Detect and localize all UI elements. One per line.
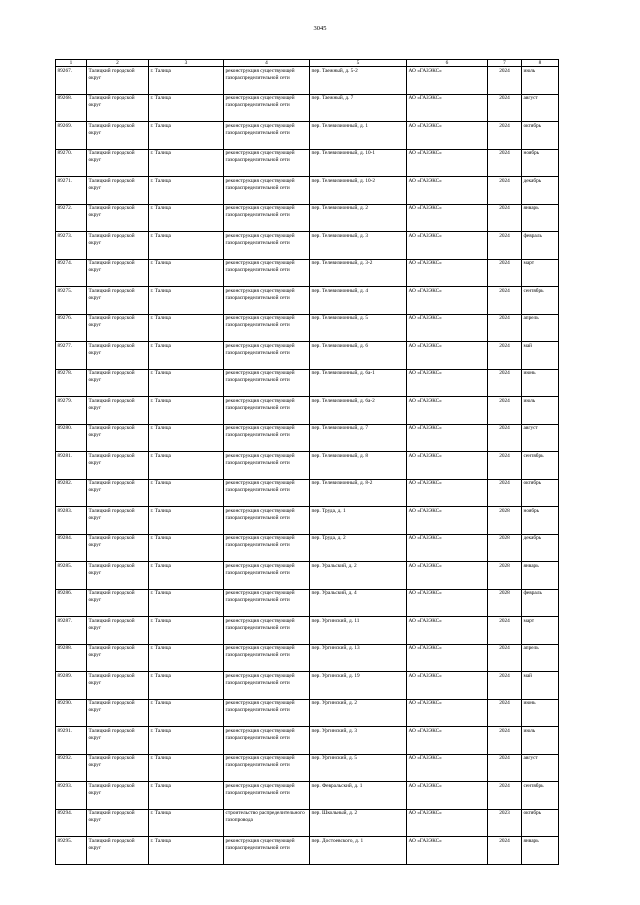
organization-cell: АО «ГАЗЭКС»	[407, 122, 488, 150]
organization-cell: АО «ГАЗЭКС»	[407, 837, 488, 865]
district-cell: Талицкий городской округ	[87, 507, 149, 535]
row-number-cell: 89275.	[56, 287, 87, 315]
month-cell: май	[522, 342, 559, 370]
address-cell: пер. Ургинский, д. 11	[310, 617, 407, 645]
row-number-cell: 89290.	[56, 699, 87, 727]
work-type-cell: реконструкция существующей газораспределительной сети	[224, 259, 310, 287]
organization-cell: АО «ГАЗЭКС»	[407, 452, 488, 480]
district-cell: Талицкий городской округ	[87, 369, 149, 397]
month-cell: июнь	[522, 699, 559, 727]
locality-cell: г. Талица	[149, 507, 224, 535]
month-cell: январь	[522, 562, 559, 590]
work-type-cell: реконструкция существующей газораспределительной сети	[224, 397, 310, 425]
address-cell: пер. Достоевского, д. 1	[310, 837, 407, 865]
organization-cell: АО «ГАЗЭКС»	[407, 644, 488, 672]
district-cell: Талицкий городской округ	[87, 837, 149, 865]
district-cell: Талицкий городской округ	[87, 424, 149, 452]
locality-cell: г. Талица	[149, 534, 224, 562]
month-cell: февраль	[522, 589, 559, 617]
organization-cell: АО «ГАЗЭКС»	[407, 589, 488, 617]
year-cell: 2024	[488, 672, 522, 700]
row-number-cell: 89272.	[56, 204, 87, 232]
year-cell: 2024	[488, 479, 522, 507]
year-cell: 2024	[488, 177, 522, 205]
address-cell: пер. Уральский, д. 2	[310, 562, 407, 590]
table-row	[56, 782, 559, 810]
month-cell: март	[522, 259, 559, 287]
row-number-cell: 89289.	[56, 672, 87, 700]
district-cell: Талицкий городской округ	[87, 397, 149, 425]
table-body	[56, 60, 559, 865]
table-row	[56, 314, 559, 342]
month-cell: июнь	[522, 369, 559, 397]
row-number-cell: 89287.	[56, 617, 87, 645]
table-row	[56, 589, 559, 617]
column-number: 2	[87, 60, 149, 67]
organization-cell: АО «ГАЗЭКС»	[407, 67, 488, 95]
year-cell: 2024	[488, 122, 522, 150]
year-cell: 2028	[488, 534, 522, 562]
table-row	[56, 534, 559, 562]
district-cell: Талицкий городской округ	[87, 644, 149, 672]
address-cell: пер. Ургинский, д. 19	[310, 672, 407, 700]
row-number-cell: 89273.	[56, 232, 87, 260]
locality-cell: г. Талица	[149, 589, 224, 617]
locality-cell: г. Талица	[149, 259, 224, 287]
row-number-cell: 89292.	[56, 754, 87, 782]
district-cell: Талицкий городской округ	[87, 617, 149, 645]
column-number-row	[56, 60, 559, 67]
work-type-cell: реконструкция существующей газораспределительной сети	[224, 727, 310, 755]
column-number: 8	[522, 60, 559, 67]
column-number: 6	[407, 60, 488, 67]
row-number-cell: 89284.	[56, 534, 87, 562]
district-cell: Талицкий городской округ	[87, 67, 149, 95]
locality-cell: г. Талица	[149, 754, 224, 782]
table-row	[56, 479, 559, 507]
district-cell: Талицкий городской округ	[87, 754, 149, 782]
district-cell: Талицкий городской округ	[87, 177, 149, 205]
locality-cell: г. Талица	[149, 699, 224, 727]
organization-cell: АО «ГАЗЭКС»	[407, 342, 488, 370]
work-type-cell: строительство распределительного газопровода	[224, 809, 310, 837]
row-number-cell: 89271.	[56, 177, 87, 205]
work-type-cell: реконструкция существующей газораспределительной сети	[224, 122, 310, 150]
locality-cell: г. Талица	[149, 397, 224, 425]
year-cell: 2024	[488, 149, 522, 177]
organization-cell: АО «ГАЗЭКС»	[407, 699, 488, 727]
address-cell: пер. Телевизионный, д. 10-2	[310, 177, 407, 205]
district-cell: Талицкий городской округ	[87, 259, 149, 287]
table-row	[56, 342, 559, 370]
year-cell: 2028	[488, 507, 522, 535]
address-cell: пер. Школьный, д. 2	[310, 809, 407, 837]
work-type-cell: реконструкция существующей газораспределительной сети	[224, 314, 310, 342]
work-type-cell: реконструкция существующей газораспределительной сети	[224, 617, 310, 645]
address-cell: пер. Телевизионный, д. 7	[310, 424, 407, 452]
district-cell: Талицкий городской округ	[87, 562, 149, 590]
row-number-cell: 89294.	[56, 809, 87, 837]
row-number-cell: 89278.	[56, 369, 87, 397]
organization-cell: АО «ГАЗЭКС»	[407, 94, 488, 122]
organization-cell: АО «ГАЗЭКС»	[407, 369, 488, 397]
row-number-cell: 89274.	[56, 259, 87, 287]
locality-cell: г. Талица	[149, 479, 224, 507]
year-cell: 2024	[488, 727, 522, 755]
organization-cell: АО «ГАЗЭКС»	[407, 177, 488, 205]
district-cell: Талицкий городской округ	[87, 672, 149, 700]
year-cell: 2024	[488, 287, 522, 315]
district-cell: Талицкий городской округ	[87, 232, 149, 260]
organization-cell: АО «ГАЗЭКС»	[407, 727, 488, 755]
page-number: 3045	[313, 25, 327, 32]
work-type-cell: реконструкция существующей газораспределительной сети	[224, 94, 310, 122]
locality-cell: г. Талица	[149, 314, 224, 342]
year-cell: 2024	[488, 424, 522, 452]
year-cell: 2028	[488, 562, 522, 590]
year-cell: 2024	[488, 754, 522, 782]
year-cell: 2024	[488, 617, 522, 645]
district-cell: Талицкий городской округ	[87, 149, 149, 177]
organization-cell: АО «ГАЗЭКС»	[407, 534, 488, 562]
work-type-cell: реконструкция существующей газораспределительной сети	[224, 672, 310, 700]
organization-cell: АО «ГАЗЭКС»	[407, 479, 488, 507]
row-number-cell: 89281.	[56, 452, 87, 480]
address-cell: пер. Таежный, д. 7	[310, 94, 407, 122]
district-cell: Талицкий городской округ	[87, 727, 149, 755]
work-type-cell: реконструкция существующей газораспределительной сети	[224, 562, 310, 590]
work-type-cell: реконструкция существующей газораспределительной сети	[224, 589, 310, 617]
work-type-cell: реконструкция существующей газораспределительной сети	[224, 369, 310, 397]
month-cell: апрель	[522, 314, 559, 342]
locality-cell: г. Талица	[149, 424, 224, 452]
year-cell: 2024	[488, 782, 522, 810]
district-cell: Талицкий городской округ	[87, 314, 149, 342]
year-cell: 2024	[488, 397, 522, 425]
column-number: 5	[310, 60, 407, 67]
locality-cell: г. Талица	[149, 672, 224, 700]
address-cell: пер. Ургинский, д. 2	[310, 699, 407, 727]
row-number-cell: 89277.	[56, 342, 87, 370]
organization-cell: АО «ГАЗЭКС»	[407, 314, 488, 342]
address-cell: пер. Телевизионный, д. 8	[310, 452, 407, 480]
work-type-cell: реконструкция существующей газораспределительной сети	[224, 204, 310, 232]
organization-cell: АО «ГАЗЭКС»	[407, 754, 488, 782]
month-cell: июль	[522, 67, 559, 95]
work-type-cell: реконструкция существующей газораспределительной сети	[224, 149, 310, 177]
district-cell: Талицкий городской округ	[87, 94, 149, 122]
table-row	[56, 809, 559, 837]
address-cell: пер. Труда, д. 2	[310, 534, 407, 562]
work-type-cell: реконструкция существующей газораспределительной сети	[224, 67, 310, 95]
table-row	[56, 727, 559, 755]
year-cell: 2024	[488, 94, 522, 122]
row-number-cell: 89295.	[56, 837, 87, 865]
address-cell: пер. Телевизионный, д. 8-2	[310, 479, 407, 507]
month-cell: июль	[522, 397, 559, 425]
work-type-cell: реконструкция существующей газораспределительной сети	[224, 534, 310, 562]
table-row	[56, 424, 559, 452]
table-row	[56, 507, 559, 535]
address-cell: пер. Февральский, д. 1	[310, 782, 407, 810]
month-cell: август	[522, 424, 559, 452]
district-cell: Талицкий городской округ	[87, 204, 149, 232]
year-cell: 2024	[488, 232, 522, 260]
work-type-cell: реконструкция существующей газораспределительной сети	[224, 452, 310, 480]
year-cell: 2024	[488, 67, 522, 95]
row-number-cell: 89280.	[56, 424, 87, 452]
month-cell: сентябрь	[522, 287, 559, 315]
work-type-cell: реконструкция существующей газораспределительной сети	[224, 287, 310, 315]
district-cell: Талицкий городской округ	[87, 122, 149, 150]
table-row	[56, 617, 559, 645]
table-row	[56, 369, 559, 397]
year-cell: 2024	[488, 644, 522, 672]
organization-cell: АО «ГАЗЭКС»	[407, 562, 488, 590]
table-row	[56, 94, 559, 122]
address-cell: пер. Ургинский, д. 3	[310, 727, 407, 755]
address-cell: пер. Телевизионный, д. 6	[310, 342, 407, 370]
locality-cell: г. Талица	[149, 204, 224, 232]
table-row	[56, 754, 559, 782]
locality-cell: г. Талица	[149, 342, 224, 370]
locality-cell: г. Талица	[149, 727, 224, 755]
address-cell: пер. Телевизионный, д. 1	[310, 122, 407, 150]
month-cell: февраль	[522, 232, 559, 260]
table-row	[56, 644, 559, 672]
row-number-cell: 89276.	[56, 314, 87, 342]
address-cell: пер. Телевизионный, д. 6а-2	[310, 397, 407, 425]
month-cell: октябрь	[522, 122, 559, 150]
address-cell: пер. Ургинский, д. 5	[310, 754, 407, 782]
row-number-cell: 89282.	[56, 479, 87, 507]
address-cell: пер. Телевизионный, д. 10-1	[310, 149, 407, 177]
column-number: 7	[488, 60, 522, 67]
locality-cell: г. Талица	[149, 369, 224, 397]
district-cell: Талицкий городской округ	[87, 342, 149, 370]
organization-cell: АО «ГАЗЭКС»	[407, 397, 488, 425]
work-type-cell: реконструкция существующей газораспределительной сети	[224, 754, 310, 782]
address-cell: пер. Телевизионный, д. 6а-1	[310, 369, 407, 397]
locality-cell: г. Талица	[149, 452, 224, 480]
locality-cell: г. Талица	[149, 782, 224, 810]
table-row	[56, 397, 559, 425]
work-type-cell: реконструкция существующей газораспределительной сети	[224, 699, 310, 727]
month-cell: январь	[522, 204, 559, 232]
month-cell: январь	[522, 837, 559, 865]
table-row	[56, 67, 559, 95]
year-cell: 2024	[488, 259, 522, 287]
work-type-cell: реконструкция существующей газораспределительной сети	[224, 479, 310, 507]
month-cell: март	[522, 617, 559, 645]
month-cell: июль	[522, 727, 559, 755]
locality-cell: г. Талица	[149, 149, 224, 177]
organization-cell: АО «ГАЗЭКС»	[407, 507, 488, 535]
work-type-cell: реконструкция существующей газораспределительной сети	[224, 177, 310, 205]
district-cell: Талицкий городской округ	[87, 589, 149, 617]
address-cell: пер. Телевизионный, д. 4	[310, 287, 407, 315]
organization-cell: АО «ГАЗЭКС»	[407, 149, 488, 177]
work-type-cell: реконструкция существующей газораспределительной сети	[224, 782, 310, 810]
organization-cell: АО «ГАЗЭКС»	[407, 232, 488, 260]
table-row	[56, 452, 559, 480]
locality-cell: г. Талица	[149, 287, 224, 315]
month-cell: август	[522, 754, 559, 782]
year-cell: 2024	[488, 699, 522, 727]
organization-cell: АО «ГАЗЭКС»	[407, 617, 488, 645]
locality-cell: г. Талица	[149, 94, 224, 122]
column-number: 3	[149, 60, 224, 67]
row-number-cell: 89267.	[56, 67, 87, 95]
district-cell: Талицкий городской округ	[87, 452, 149, 480]
work-type-cell: реконструкция существующей газораспределительной сети	[224, 507, 310, 535]
table-row	[56, 672, 559, 700]
district-cell: Талицкий городской округ	[87, 534, 149, 562]
table-row	[56, 837, 559, 865]
work-type-cell: реконструкция существующей газораспределительной сети	[224, 644, 310, 672]
district-cell: Талицкий городской округ	[87, 809, 149, 837]
address-cell: пер. Таежный, д. 5-2	[310, 67, 407, 95]
year-cell: 2028	[488, 589, 522, 617]
table-row	[56, 259, 559, 287]
month-cell: апрель	[522, 644, 559, 672]
year-cell: 2024	[488, 452, 522, 480]
row-number-cell: 89286.	[56, 589, 87, 617]
row-number-cell: 89288.	[56, 644, 87, 672]
organization-cell: АО «ГАЗЭКС»	[407, 672, 488, 700]
address-cell: пер. Труда, д. 1	[310, 507, 407, 535]
locality-cell: г. Талица	[149, 67, 224, 95]
table-row	[56, 204, 559, 232]
table-row	[56, 232, 559, 260]
table-row	[56, 177, 559, 205]
locality-cell: г. Талица	[149, 122, 224, 150]
district-cell: Талицкий городской округ	[87, 287, 149, 315]
address-cell: пер. Телевизионный, д. 2	[310, 204, 407, 232]
row-number-cell: 89283.	[56, 507, 87, 535]
work-type-cell: реконструкция существующей газораспределительной сети	[224, 342, 310, 370]
year-cell: 2024	[488, 837, 522, 865]
month-cell: май	[522, 672, 559, 700]
table-row	[56, 699, 559, 727]
month-cell: ноябрь	[522, 149, 559, 177]
month-cell: ноябрь	[522, 507, 559, 535]
table-row	[56, 149, 559, 177]
table-row	[56, 287, 559, 315]
work-type-cell: реконструкция существующей газораспределительной сети	[224, 232, 310, 260]
work-type-cell: реконструкция существующей газораспределительной сети	[224, 424, 310, 452]
organization-cell: АО «ГАЗЭКС»	[407, 809, 488, 837]
district-cell: Талицкий городской округ	[87, 699, 149, 727]
year-cell: 2023	[488, 809, 522, 837]
address-cell: пер. Ургинский, д. 13	[310, 644, 407, 672]
locality-cell: г. Талица	[149, 644, 224, 672]
row-number-cell: 89269.	[56, 122, 87, 150]
year-cell: 2024	[488, 369, 522, 397]
year-cell: 2024	[488, 314, 522, 342]
month-cell: октябрь	[522, 479, 559, 507]
organization-cell: АО «ГАЗЭКС»	[407, 287, 488, 315]
address-cell: пер. Телевизионный, д. 3	[310, 232, 407, 260]
row-number-cell: 89268.	[56, 94, 87, 122]
month-cell: сентябрь	[522, 452, 559, 480]
address-cell: пер. Уральский, д. 4	[310, 589, 407, 617]
year-cell: 2024	[488, 342, 522, 370]
table-row	[56, 122, 559, 150]
district-cell: Талицкий городской округ	[87, 479, 149, 507]
column-number: 4	[224, 60, 310, 67]
month-cell: декабрь	[522, 534, 559, 562]
organization-cell: АО «ГАЗЭКС»	[407, 259, 488, 287]
month-cell: сентябрь	[522, 782, 559, 810]
organization-cell: АО «ГАЗЭКС»	[407, 782, 488, 810]
work-type-cell: реконструкция существующей газораспределительной сети	[224, 837, 310, 865]
locality-cell: г. Талица	[149, 837, 224, 865]
row-number-cell: 89270.	[56, 149, 87, 177]
locality-cell: г. Талица	[149, 809, 224, 837]
gas-network-register-table	[55, 59, 559, 865]
month-cell: декабрь	[522, 177, 559, 205]
row-number-cell: 89291.	[56, 727, 87, 755]
month-cell: октябрь	[522, 809, 559, 837]
address-cell: пер. Телевизионный, д. 5	[310, 314, 407, 342]
locality-cell: г. Талица	[149, 617, 224, 645]
address-cell: пер. Телевизионный, д. 3-2	[310, 259, 407, 287]
district-cell: Талицкий городской округ	[87, 782, 149, 810]
row-number-cell: 89293.	[56, 782, 87, 810]
table-row	[56, 562, 559, 590]
year-cell: 2024	[488, 204, 522, 232]
locality-cell: г. Талица	[149, 177, 224, 205]
column-number: 1	[56, 60, 87, 67]
organization-cell: АО «ГАЗЭКС»	[407, 204, 488, 232]
row-number-cell: 89279.	[56, 397, 87, 425]
locality-cell: г. Талица	[149, 232, 224, 260]
month-cell: август	[522, 94, 559, 122]
locality-cell: г. Талица	[149, 562, 224, 590]
organization-cell: АО «ГАЗЭКС»	[407, 424, 488, 452]
row-number-cell: 89285.	[56, 562, 87, 590]
